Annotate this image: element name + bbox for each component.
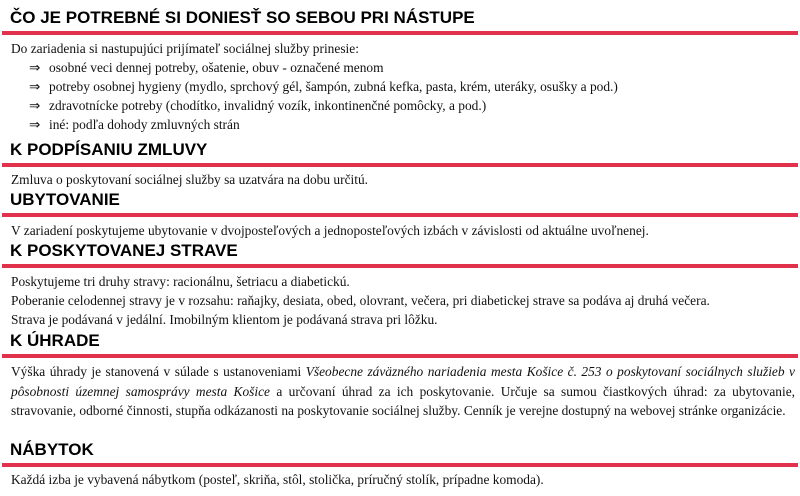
payment-text: Výška úhrady je stanovená v súlade s ustanoveniami Všeobecne záväzného nariadenia mesta Košice č. 253 o poskytovaní sociálnych služieb v pôsobnosti územnej samosprávy mesta Košice a určovaní úhrad za ich poskytovanie. Určuje sa sumou čiastkových úhrad: za ubytovanie, stravovanie, odborné činnosti, stupňa odkázanosti na poskytovanie sociálnej služby. Cenník je verejne dostupný na webovej stránke organizácie.	[11, 364, 796, 418]
section-divider	[2, 264, 798, 268]
section-divider	[2, 463, 798, 467]
meals-text-line3: Strava je podávaná v jedální. Imobilným klientom je podávaná strava pri lôžku.	[11, 312, 438, 327]
list-item: ⇒ zdravotnícke potreby (chodítko, invalidný vozík, inkontinenčné pomôcky, a pod.)	[29, 98, 487, 113]
section-divider	[2, 31, 798, 35]
heading-furniture: NÁBYTOK	[10, 440, 94, 459]
meals-text-line2: Poberanie celodennej stravy je v rozsahu: raňajky, desiata, obed, olovrant, večera, pri diabetickej strave sa podáva aj druhá večera.	[11, 293, 710, 308]
furniture-text: Každá izba je vybavená nábytkom (posteľ, skriňa, stôl, stolička, príručný stolík, prípadne komoda).	[11, 472, 544, 487]
heading-contract: K PODPÍSANIU ZMLUVY	[10, 140, 208, 159]
section-divider	[2, 213, 798, 217]
regulation-title: Všeobecne záväzného nariadenia mesta Košice č. 253 o poskytovaní sociálnych služieb v pôsobnosti územnej samosprávy mesta Košice	[11, 364, 795, 399]
list-item: ⇒ iné: podľa dohody zmluvných strán	[29, 117, 240, 132]
heading-arrival-items: ČO JE POTREBNÉ SI DONIESŤ SO SEBOU PRI NÁSTUPE	[10, 8, 475, 27]
double-arrow-icon: ⇒	[29, 60, 41, 75]
contract-text: Zmluva o poskytovaní sociálnej služby sa uzatvára na dobu určitú.	[11, 172, 368, 187]
section-divider	[2, 163, 798, 167]
section-divider	[2, 354, 798, 358]
double-arrow-icon: ⇒	[29, 117, 41, 132]
accommodation-text: V zariadení poskytujeme ubytovanie v dvojposteľových a jednoposteľových izbách v závislosti od aktuálne uvoľnenej.	[11, 223, 649, 238]
double-arrow-icon: ⇒	[29, 98, 41, 113]
arrival-intro-text: Do zariadenia si nastupujúci prijímateľ sociálnej služby prinesie:	[11, 41, 359, 56]
list-item: ⇒ osobné veci dennej potreby, ošatenie, obuv - označené menom	[29, 60, 384, 75]
double-arrow-icon: ⇒	[29, 79, 41, 94]
meals-text-line1: Poskytujeme tri druhy stravy: racionálnu, šetriacu a diabetickú.	[11, 274, 350, 289]
list-item: ⇒ potreby osobnej hygieny (mydlo, sprchový gél, šampón, zubná kefka, pasta, krém, uteráky, osušky a pod.)	[29, 79, 618, 94]
heading-payment: K ÚHRADE	[10, 331, 100, 350]
heading-meals: K POSKYTOVANEJ STRAVE	[10, 241, 238, 260]
heading-accommodation: UBYTOVANIE	[10, 190, 120, 209]
